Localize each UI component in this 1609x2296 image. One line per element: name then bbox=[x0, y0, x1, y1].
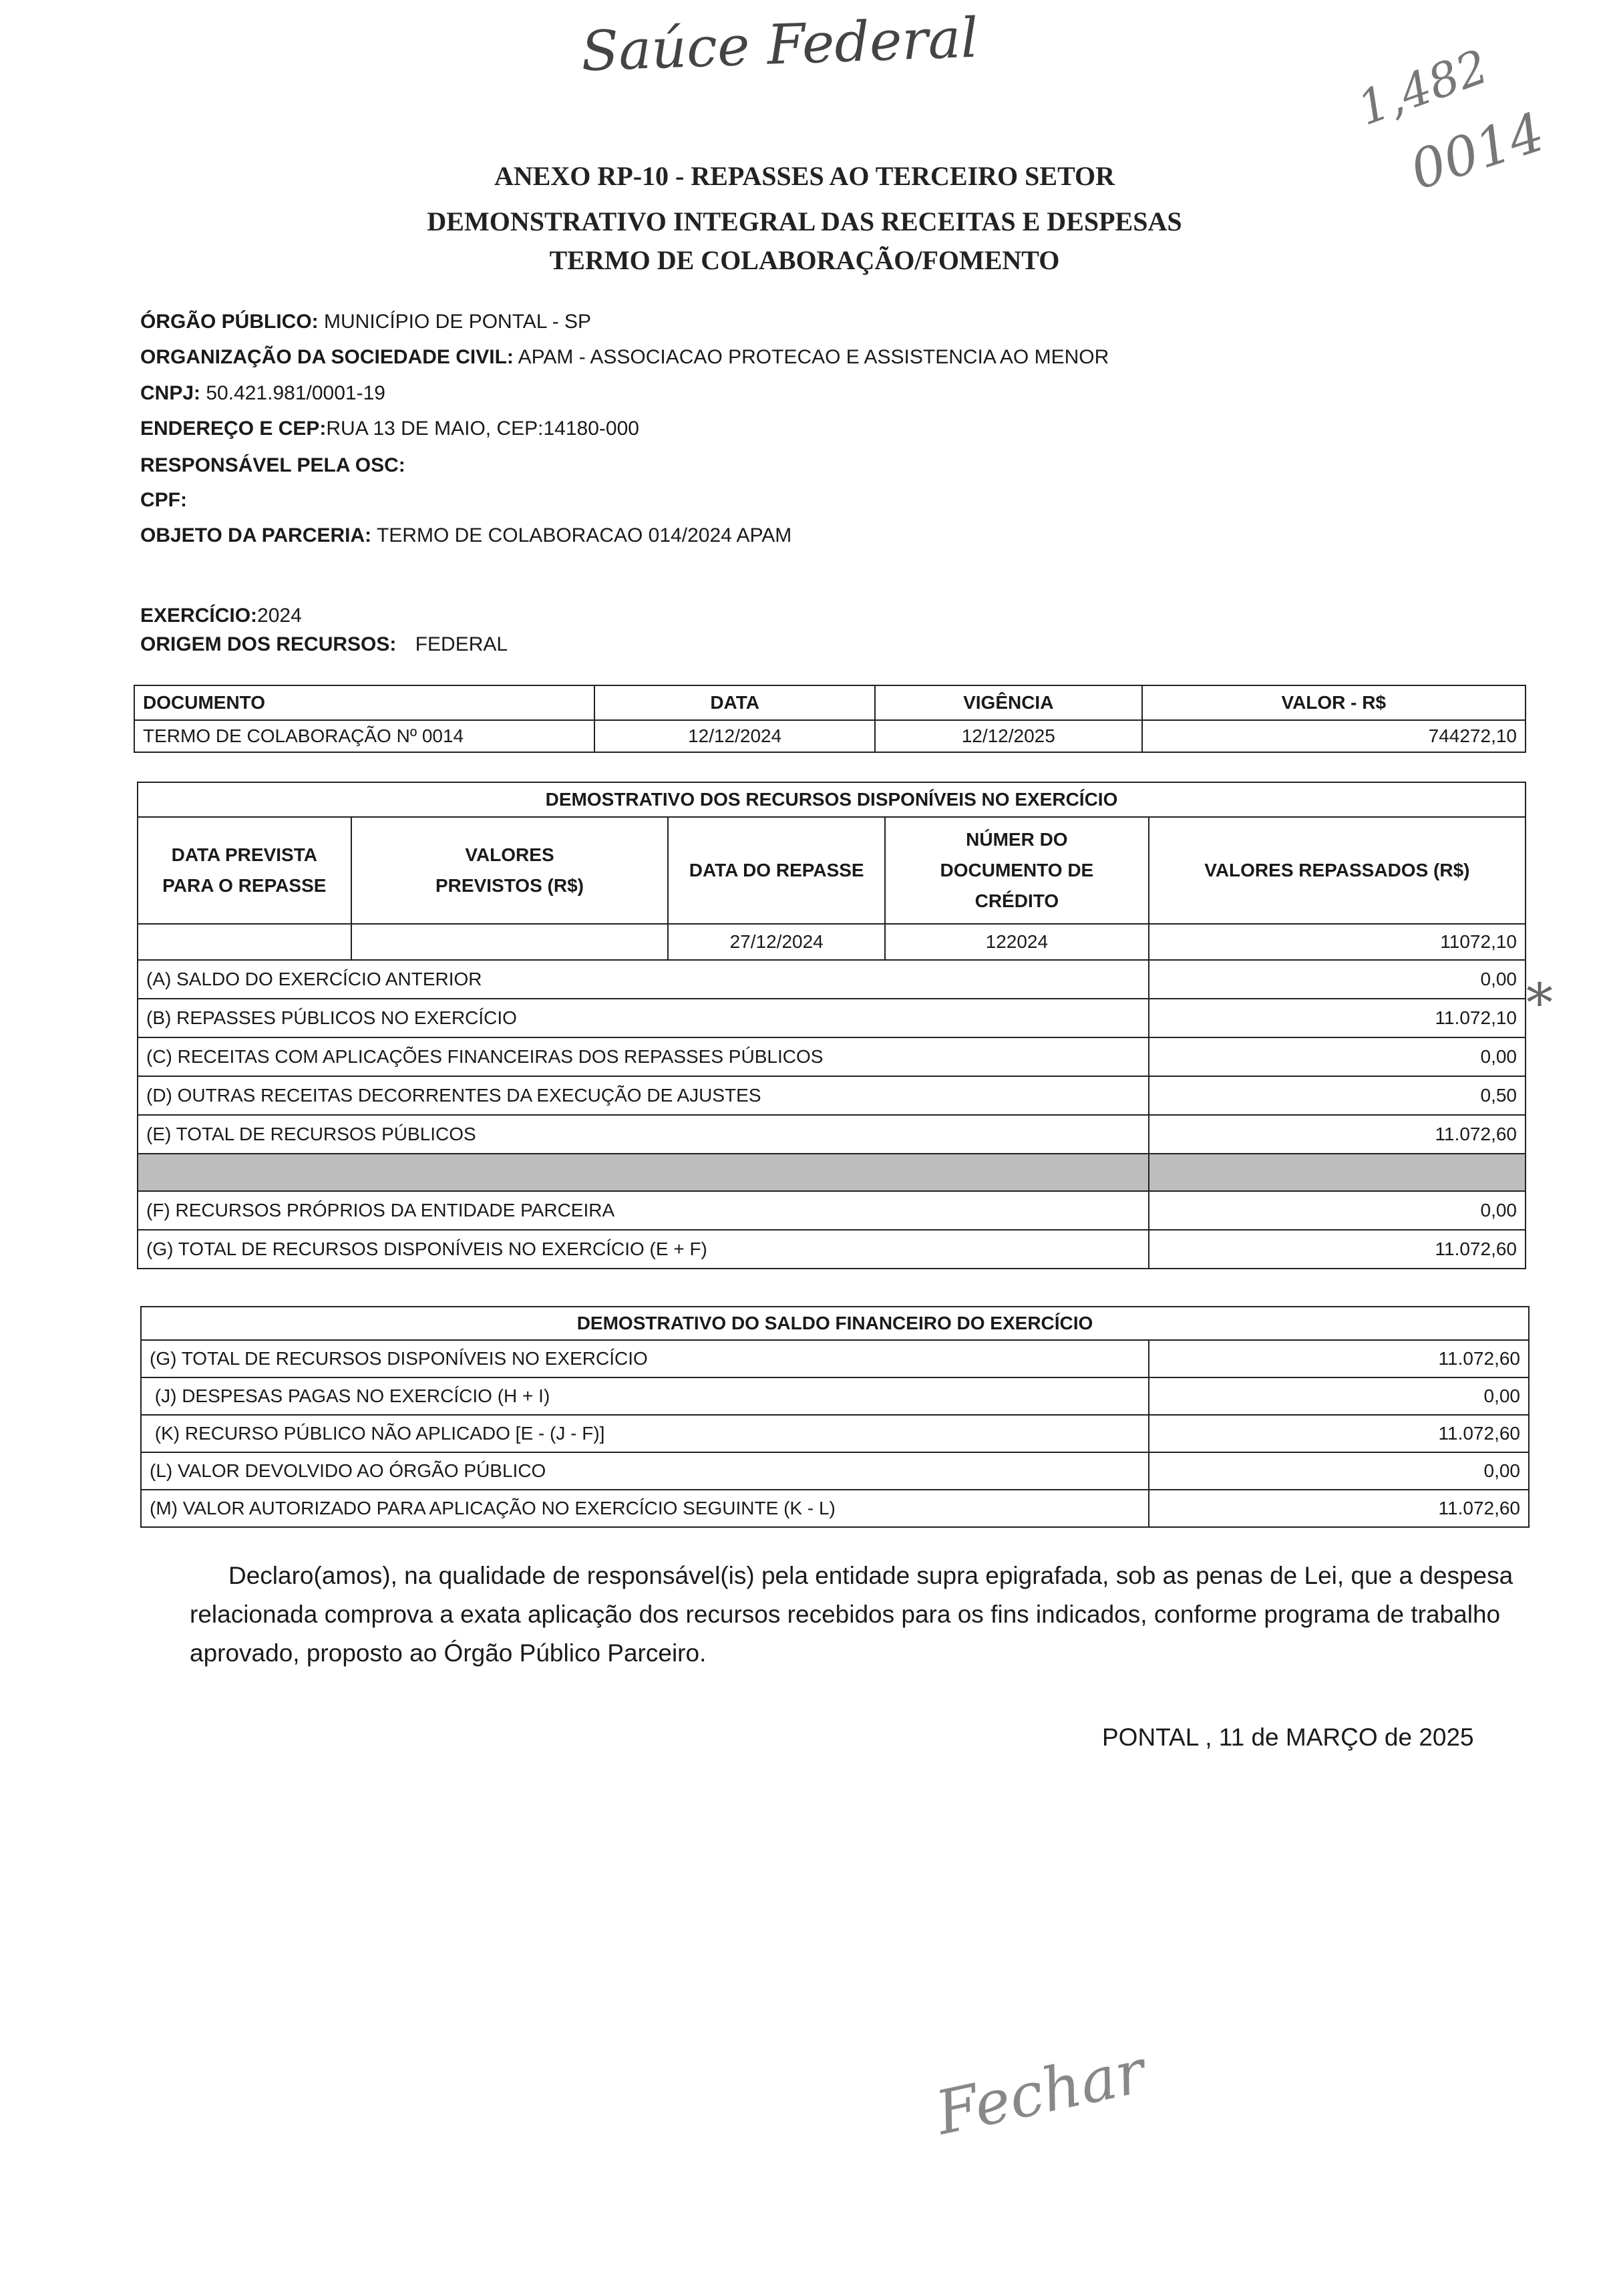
endereco-value: RUA 13 DE MAIO, CEP:14180-000 bbox=[326, 418, 639, 440]
handwritten-bottom-note: Fechar bbox=[930, 2036, 1151, 2149]
title-line-1: ANEXO RP-10 - REPASSES AO TERCEIRO SETOR bbox=[494, 161, 1115, 191]
summary-label-f: (F) RECURSOS PRÓPRIOS DA ENTIDADE PARCEIRA bbox=[138, 1191, 1149, 1230]
exercicio-value: 2024 bbox=[257, 605, 302, 627]
recursos-header-valores-previstos: VALORES PREVISTOS (R$) bbox=[351, 817, 669, 924]
summary-label-c: (C) RECEITAS COM APLICAÇÕES FINANCEIRAS DOS REPASSES PÚBLICOS bbox=[138, 1037, 1149, 1076]
osc-label: ORGANIZAÇÃO DA SOCIEDADE CIVIL: bbox=[140, 346, 514, 368]
organizacao-sociedade-civil bbox=[140, 346, 1109, 369]
handwritten-asterisk: * bbox=[1526, 972, 1553, 1034]
responsavel-label: RESPONSÁVEL PELA OSC: bbox=[140, 454, 405, 476]
saldo-label-m: (M) VALOR AUTORIZADO PARA APLICAÇÃO NO EXERCÍCIO SEGUINTE (K - L) bbox=[141, 1490, 1149, 1527]
summary-label-b: (B) REPASSES PÚBLICOS NO EXERCÍCIO bbox=[138, 999, 1149, 1037]
doc-cell-valor: 744272,10 bbox=[1142, 720, 1526, 752]
recursos-cell-valor-repassado: 11072,10 bbox=[1149, 924, 1526, 960]
origem-recursos bbox=[140, 633, 508, 656]
summary-value-d: 0,50 bbox=[1149, 1076, 1526, 1115]
recursos-title: DEMOSTRATIVO DOS RECURSOS DISPONÍVEIS NO EXERCÍCIO bbox=[138, 782, 1526, 817]
handwritten-corner-number: 1,482 bbox=[1351, 39, 1495, 136]
cpf-label: CPF: bbox=[140, 489, 187, 511]
endereco-cep bbox=[140, 418, 639, 440]
doc-header-data: DATA bbox=[594, 685, 875, 720]
summary-label-g: (G) TOTAL DE RECURSOS DISPONÍVEIS NO EXERCÍCIO (E + F) bbox=[138, 1230, 1149, 1269]
recursos-cell-data-prevista bbox=[138, 924, 351, 960]
summary-value-e: 11.072,60 bbox=[1149, 1115, 1526, 1154]
saldo-label-l: (L) VALOR DEVOLVIDO AO ÓRGÃO PÚBLICO bbox=[141, 1452, 1149, 1490]
recursos-table bbox=[137, 782, 1526, 1269]
recursos-cell-valores-previstos bbox=[351, 924, 669, 960]
orgao-publico bbox=[140, 311, 591, 333]
origem-value: FEDERAL bbox=[415, 633, 508, 655]
saldo-label-g: (G) TOTAL DE RECURSOS DISPONÍVEIS NO EXERCÍCIO bbox=[141, 1340, 1149, 1377]
summary-label-e: (E) TOTAL DE RECURSOS PÚBLICOS bbox=[138, 1115, 1149, 1154]
grey-separator-row bbox=[138, 1154, 1526, 1191]
recursos-header-data-repasse: DATA DO REPASSE bbox=[668, 817, 885, 924]
recursos-header-data-prevista: DATA PREVISTA PARA O REPASSE bbox=[138, 817, 351, 924]
responsavel-osc bbox=[140, 454, 405, 477]
doc-header-vigencia: VIGÊNCIA bbox=[875, 685, 1142, 720]
summary-value-b: 11.072,10 bbox=[1149, 999, 1526, 1037]
saldo-value-m: 11.072,60 bbox=[1149, 1490, 1529, 1527]
saldo-value-k: 11.072,60 bbox=[1149, 1415, 1529, 1452]
summary-value-f: 0,00 bbox=[1149, 1191, 1526, 1230]
cnpj-value: 50.421.981/0001-19 bbox=[206, 382, 385, 404]
saldo-value-j: 0,00 bbox=[1149, 1377, 1529, 1415]
doc-cell-documento: TERMO DE COLABORAÇÃO Nº 0014 bbox=[134, 720, 594, 752]
exercicio-label: EXERCÍCIO: bbox=[140, 605, 258, 627]
doc-header-valor: VALOR - R$ bbox=[1142, 685, 1526, 720]
saldo-value-l: 0,00 bbox=[1149, 1452, 1529, 1490]
summary-label-a: (A) SALDO DO EXERCÍCIO ANTERIOR bbox=[138, 960, 1149, 999]
title-line-3: TERMO DE COLABORAÇÃO/FOMENTO bbox=[549, 245, 1060, 275]
origem-label: ORIGEM DOS RECURSOS: bbox=[140, 633, 397, 655]
handwritten-top-note: Saúce Federal bbox=[580, 6, 980, 84]
objeto-parceria bbox=[140, 524, 791, 547]
documento-table bbox=[134, 685, 1526, 753]
declaration-paragraph: Declaro(amos), na qualidade de responsável(is) pela entidade supra epigrafada, sob as penas de Lei, que a despesa relacionada comprova a exata aplicação dos recursos recebidos para os fins indicados, conforme programa de trabalho aprovado, proposto ao Órgão Público Parceiro. bbox=[190, 1562, 1513, 1667]
doc-cell-vigencia: 12/12/2025 bbox=[875, 720, 1142, 752]
exercicio bbox=[140, 605, 302, 627]
doc-header-documento: DOCUMENTO bbox=[134, 685, 594, 720]
summary-value-a: 0,00 bbox=[1149, 960, 1526, 999]
recursos-cell-numero-documento: 122024 bbox=[885, 924, 1149, 960]
recursos-cell-data-repasse: 27/12/2024 bbox=[668, 924, 885, 960]
handwritten-corner-code: 0014 bbox=[1403, 100, 1552, 202]
cnpj-label: CNPJ: bbox=[140, 382, 201, 404]
orgao-value: MUNICÍPIO DE PONTAL - SP bbox=[324, 311, 592, 333]
saldo-table bbox=[140, 1306, 1530, 1528]
saldo-value-g: 11.072,60 bbox=[1149, 1340, 1529, 1377]
doc-cell-data: 12/12/2024 bbox=[594, 720, 875, 752]
objeto-label: OBJETO DA PARCERIA: bbox=[140, 524, 372, 546]
summary-value-g: 11.072,60 bbox=[1149, 1230, 1526, 1269]
recursos-header-numero-documento: NÚMER DO DOCUMENTO DE CRÉDITO bbox=[885, 817, 1149, 924]
recursos-header-valores-repassados: VALORES REPASSADOS (R$) bbox=[1149, 817, 1526, 924]
saldo-label-j: (J) DESPESAS PAGAS NO EXERCÍCIO (H + I) bbox=[141, 1377, 1149, 1415]
orgao-label: ÓRGÃO PÚBLICO: bbox=[140, 311, 319, 333]
osc-value: APAM - ASSOCIACAO PROTECAO E ASSISTENCIA AO MENOR bbox=[518, 346, 1109, 368]
cpf bbox=[140, 489, 187, 512]
saldo-title: DEMOSTRATIVO DO SALDO FINANCEIRO DO EXERCÍCIO bbox=[141, 1307, 1529, 1340]
saldo-label-k: (K) RECURSO PÚBLICO NÃO APLICADO [E - (J - F)] bbox=[141, 1415, 1149, 1452]
objeto-value: TERMO DE COLABORACAO 014/2024 APAM bbox=[376, 524, 792, 546]
cnpj bbox=[140, 382, 385, 405]
summary-value-c: 0,00 bbox=[1149, 1037, 1526, 1076]
endereco-label: ENDEREÇO E CEP: bbox=[140, 418, 327, 440]
summary-label-d: (D) OUTRAS RECEITAS DECORRENTES DA EXECUÇÃO DE AJUSTES bbox=[138, 1076, 1149, 1115]
place-date: PONTAL , 11 de MARÇO de 2025 bbox=[1102, 1724, 1474, 1751]
title-line-2: DEMONSTRATIVO INTEGRAL DAS RECEITAS E DESPESAS bbox=[427, 206, 1182, 236]
